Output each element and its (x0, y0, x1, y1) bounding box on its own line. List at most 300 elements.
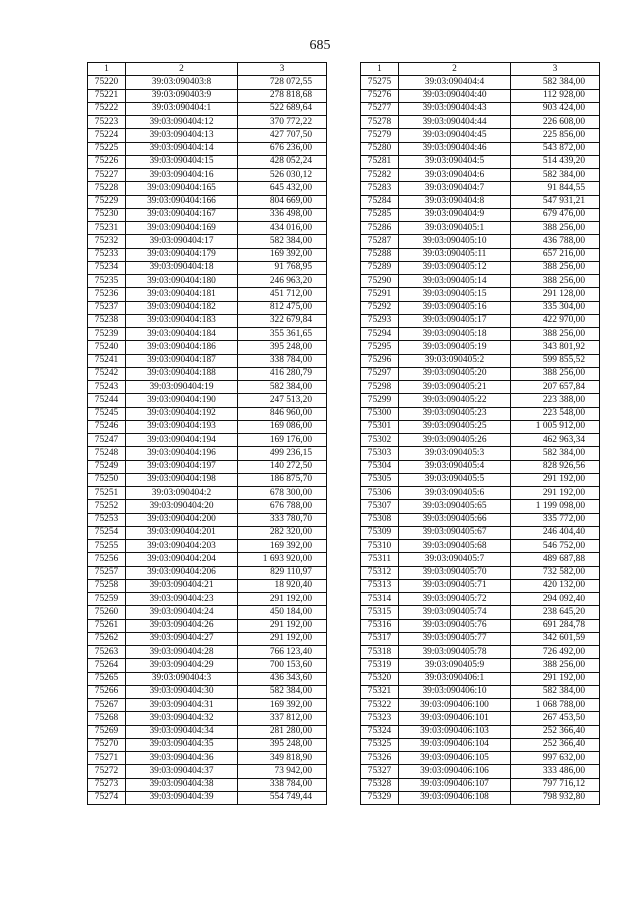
cell-row-number: 75305 (361, 473, 399, 486)
cell-value: 169 086,00 (238, 420, 327, 433)
cell-value: 812 475,00 (238, 301, 327, 314)
cell-cadastral-number: 39:03:090405:12 (399, 261, 511, 274)
cell-row-number: 75228 (88, 182, 126, 195)
cell-value: 282 320,00 (238, 526, 327, 539)
cell-cadastral-number: 39:03:090404:200 (126, 513, 238, 526)
cell-cadastral-number: 39:03:090405:15 (399, 288, 511, 301)
table-row (361, 102, 600, 115)
cell-cadastral-number: 39:03:090405:78 (399, 646, 511, 659)
table-row (88, 699, 327, 712)
cell-row-number: 75260 (88, 606, 126, 619)
cell-value: 489 687,88 (511, 553, 600, 566)
table-row (88, 659, 327, 672)
cell-row-number: 75312 (361, 566, 399, 579)
table-row (88, 646, 327, 659)
cell-cadastral-number: 39:03:090404:181 (126, 288, 238, 301)
cell-row-number: 75239 (88, 328, 126, 341)
cell-row-number: 75311 (361, 553, 399, 566)
cell-value: 291 192,00 (511, 487, 600, 500)
cell-row-number: 75306 (361, 487, 399, 500)
cell-row-number: 75303 (361, 447, 399, 460)
cell-row-number: 75266 (88, 685, 126, 698)
column-header-number: 1 (361, 63, 399, 76)
cell-row-number: 75291 (361, 288, 399, 301)
cell-row-number: 75272 (88, 765, 126, 778)
table-row (88, 102, 327, 115)
cell-value: 140 272,50 (238, 460, 327, 473)
table-row (88, 248, 327, 261)
cell-row-number: 75322 (361, 699, 399, 712)
cell-value: 278 818,68 (238, 89, 327, 102)
table-row (88, 500, 327, 513)
cell-cadastral-number: 39:03:090404:45 (399, 129, 511, 142)
cell-cadastral-number: 39:03:090404:182 (126, 301, 238, 314)
table-row (88, 195, 327, 208)
cell-value: 547 931,21 (511, 195, 600, 208)
table-row (88, 566, 327, 579)
table-row (88, 76, 327, 89)
table-row (361, 487, 600, 500)
cell-cadastral-number: 39:03:090404:40 (399, 89, 511, 102)
cell-row-number: 75313 (361, 579, 399, 592)
table-row (88, 394, 327, 407)
cell-row-number: 75241 (88, 354, 126, 367)
page-number: 685 (309, 38, 331, 53)
cell-row-number: 75259 (88, 593, 126, 606)
cell-value: 223 388,00 (511, 394, 600, 407)
cell-cadastral-number: 39:03:090404:24 (126, 606, 238, 619)
cell-row-number: 75244 (88, 394, 126, 407)
cell-value: 91 844,55 (511, 182, 600, 195)
cell-value: 582 384,00 (238, 685, 327, 698)
cell-value: 246 404,40 (511, 526, 600, 539)
cell-value: 436 343,60 (238, 672, 327, 685)
cell-value: 395 248,00 (238, 341, 327, 354)
cell-cadastral-number: 39:03:090404:203 (126, 540, 238, 553)
cell-value: 462 963,34 (511, 434, 600, 447)
table-row (361, 699, 600, 712)
cell-cadastral-number: 39:03:090405:67 (399, 526, 511, 539)
cell-value: 829 110,97 (238, 566, 327, 579)
cell-cadastral-number: 39:03:090405:26 (399, 434, 511, 447)
table-row (361, 394, 600, 407)
cell-cadastral-number: 39:03:090405:70 (399, 566, 511, 579)
cell-cadastral-number: 39:03:090405:5 (399, 473, 511, 486)
cell-value: 291 192,00 (511, 473, 600, 486)
cell-value: 451 712,00 (238, 288, 327, 301)
column-header-value: 3 (511, 63, 600, 76)
cell-value: 554 749,44 (238, 791, 327, 804)
cell-value: 726 492,00 (511, 646, 600, 659)
cell-cadastral-number: 39:03:090405:21 (399, 381, 511, 394)
cell-row-number: 75295 (361, 341, 399, 354)
cell-cadastral-number: 39:03:090406:10 (399, 685, 511, 698)
cell-cadastral-number: 39:03:090404:16 (126, 169, 238, 182)
cell-cadastral-number: 39:03:090405:22 (399, 394, 511, 407)
cell-value: 333 780,70 (238, 513, 327, 526)
table-row (88, 169, 327, 182)
cell-cadastral-number: 39:03:090404:201 (126, 526, 238, 539)
cell-cadastral-number: 39:03:090406:101 (399, 712, 511, 725)
cell-cadastral-number: 39:03:090405:17 (399, 314, 511, 327)
cell-cadastral-number: 39:03:090404:179 (126, 248, 238, 261)
cell-row-number: 75326 (361, 752, 399, 765)
cell-row-number: 75292 (361, 301, 399, 314)
cell-row-number: 75278 (361, 116, 399, 129)
table-row (361, 275, 600, 288)
column-header-value: 3 (238, 63, 327, 76)
cell-cadastral-number: 39:03:090404:1 (126, 102, 238, 115)
table-row (88, 341, 327, 354)
cell-row-number: 75231 (88, 222, 126, 235)
table-row (88, 619, 327, 632)
cell-value: 732 582,00 (511, 566, 600, 579)
cell-row-number: 75283 (361, 182, 399, 195)
cell-cadastral-number: 39:03:090405:6 (399, 487, 511, 500)
cell-cadastral-number: 39:03:090404:190 (126, 394, 238, 407)
cell-cadastral-number: 39:03:090405:9 (399, 659, 511, 672)
table-header-row (361, 63, 600, 76)
cell-cadastral-number: 39:03:090404:30 (126, 685, 238, 698)
cell-cadastral-number: 39:03:090405:65 (399, 500, 511, 513)
cell-value: 335 772,00 (511, 513, 600, 526)
table-row (88, 513, 327, 526)
table-row (361, 261, 600, 274)
cell-row-number: 75302 (361, 434, 399, 447)
cell-row-number: 75323 (361, 712, 399, 725)
cell-row-number: 75308 (361, 513, 399, 526)
cell-value: 804 669,00 (238, 195, 327, 208)
cell-cadastral-number: 39:03:090404:6 (399, 169, 511, 182)
cell-row-number: 75251 (88, 487, 126, 500)
cell-row-number: 75304 (361, 460, 399, 473)
table-row (361, 288, 600, 301)
table-row (361, 540, 600, 553)
cell-cadastral-number: 39:03:090404:166 (126, 195, 238, 208)
cell-value: 582 384,00 (238, 235, 327, 248)
table-row (361, 500, 600, 513)
cell-value: 91 768,95 (238, 261, 327, 274)
cell-cadastral-number: 39:03:090404:194 (126, 434, 238, 447)
table-row (361, 420, 600, 433)
cell-value: 294 092,40 (511, 593, 600, 606)
cell-cadastral-number: 39:03:090405:2 (399, 354, 511, 367)
cell-cadastral-number: 39:03:090405:18 (399, 328, 511, 341)
cell-cadastral-number: 39:03:090404:12 (126, 116, 238, 129)
table-row (361, 752, 600, 765)
table-header-row (88, 63, 327, 76)
table-row (361, 579, 600, 592)
cell-cadastral-number: 39:03:090405:20 (399, 367, 511, 380)
cell-row-number: 75327 (361, 765, 399, 778)
cell-row-number: 75310 (361, 540, 399, 553)
cell-row-number: 75255 (88, 540, 126, 553)
table-row (88, 420, 327, 433)
cell-cadastral-number: 39:03:090406:107 (399, 778, 511, 791)
cell-value: 1 199 098,00 (511, 500, 600, 513)
cell-cadastral-number: 39:03:090404:183 (126, 314, 238, 327)
cell-row-number: 75249 (88, 460, 126, 473)
cell-cadastral-number: 39:03:090404:9 (399, 208, 511, 221)
cell-cadastral-number: 39:03:090404:39 (126, 791, 238, 804)
table-row (88, 116, 327, 129)
cell-cadastral-number: 39:03:090404:21 (126, 579, 238, 592)
table-row (88, 235, 327, 248)
cell-row-number: 75320 (361, 672, 399, 685)
cell-row-number: 75268 (88, 712, 126, 725)
cell-cadastral-number: 39:03:090404:26 (126, 619, 238, 632)
table-row (361, 778, 600, 791)
table-row (361, 593, 600, 606)
cell-cadastral-number: 39:03:090405:14 (399, 275, 511, 288)
cell-value: 343 801,92 (511, 341, 600, 354)
cell-value: 645 432,00 (238, 182, 327, 195)
cell-value: 291 192,00 (238, 619, 327, 632)
cell-row-number: 75321 (361, 685, 399, 698)
table-row (361, 765, 600, 778)
cell-row-number: 75271 (88, 752, 126, 765)
table-row (88, 540, 327, 553)
cell-row-number: 75316 (361, 619, 399, 632)
cell-value: 797 716,12 (511, 778, 600, 791)
table-row (361, 632, 600, 645)
cell-value: 582 384,00 (511, 685, 600, 698)
cell-cadastral-number: 39:03:090404:18 (126, 261, 238, 274)
cell-cadastral-number: 39:03:090404:180 (126, 275, 238, 288)
cell-cadastral-number: 39:03:090404:169 (126, 222, 238, 235)
table-left-body (88, 63, 327, 805)
cell-value: 582 384,00 (511, 447, 600, 460)
column-header-number: 1 (88, 63, 126, 76)
cell-row-number: 75237 (88, 301, 126, 314)
table-row (88, 222, 327, 235)
cell-value: 543 872,00 (511, 142, 600, 155)
cell-cadastral-number: 39:03:090404:44 (399, 116, 511, 129)
cell-value: 903 424,00 (511, 102, 600, 115)
cell-cadastral-number: 39:03:090404:38 (126, 778, 238, 791)
cell-value: 450 184,00 (238, 606, 327, 619)
cell-row-number: 75254 (88, 526, 126, 539)
cell-row-number: 75263 (88, 646, 126, 659)
cell-cadastral-number: 39:03:090405:1 (399, 222, 511, 235)
cell-cadastral-number: 39:03:090405:10 (399, 235, 511, 248)
table-row (88, 381, 327, 394)
cell-value: 546 752,00 (511, 540, 600, 553)
table-row (361, 142, 600, 155)
cell-value: 225 856,00 (511, 129, 600, 142)
table-row (88, 261, 327, 274)
cell-cadastral-number: 39:03:090406:103 (399, 725, 511, 738)
cell-value: 428 052,24 (238, 155, 327, 168)
column-header-cadastral: 2 (399, 63, 511, 76)
table-row (88, 182, 327, 195)
cell-row-number: 75286 (361, 222, 399, 235)
cell-cadastral-number: 39:03:090404:5 (399, 155, 511, 168)
cell-row-number: 75246 (88, 420, 126, 433)
cell-value: 420 132,00 (511, 579, 600, 592)
cell-row-number: 75324 (361, 725, 399, 738)
cell-cadastral-number: 39:03:090405:68 (399, 540, 511, 553)
cell-row-number: 75297 (361, 367, 399, 380)
cell-value: 700 153,60 (238, 659, 327, 672)
cell-value: 169 392,00 (238, 699, 327, 712)
table-row (361, 129, 600, 142)
cell-value: 370 772,22 (238, 116, 327, 129)
cell-cadastral-number: 39:03:090406:106 (399, 765, 511, 778)
cell-row-number: 75285 (361, 208, 399, 221)
cell-value: 207 657,84 (511, 381, 600, 394)
table-right (360, 62, 600, 805)
cell-row-number: 75299 (361, 394, 399, 407)
cell-row-number: 75261 (88, 619, 126, 632)
cell-row-number: 75222 (88, 102, 126, 115)
table-row (361, 116, 600, 129)
cell-cadastral-number: 39:03:090404:2 (126, 487, 238, 500)
cell-row-number: 75294 (361, 328, 399, 341)
cell-cadastral-number: 39:03:090404:197 (126, 460, 238, 473)
table-row (361, 248, 600, 261)
table-row (88, 712, 327, 725)
cell-value: 322 679,84 (238, 314, 327, 327)
cell-value: 342 601,59 (511, 632, 600, 645)
cell-row-number: 75223 (88, 116, 126, 129)
table-row (361, 460, 600, 473)
table-row (88, 725, 327, 738)
table-row (88, 301, 327, 314)
cell-value: 599 855,52 (511, 354, 600, 367)
cell-row-number: 75230 (88, 208, 126, 221)
cell-cadastral-number: 39:03:090405:25 (399, 420, 511, 433)
table-row (361, 208, 600, 221)
cell-cadastral-number: 39:03:090405:76 (399, 619, 511, 632)
cell-value: 1 005 912,00 (511, 420, 600, 433)
table-row (361, 434, 600, 447)
table-right-body (361, 63, 600, 805)
cell-row-number: 75226 (88, 155, 126, 168)
cell-value: 582 384,00 (511, 169, 600, 182)
cell-value: 582 384,00 (511, 76, 600, 89)
cell-row-number: 75277 (361, 102, 399, 115)
cell-cadastral-number: 39:03:090404:184 (126, 328, 238, 341)
cell-value: 676 236,00 (238, 142, 327, 155)
cell-row-number: 75298 (361, 381, 399, 394)
cell-row-number: 75282 (361, 169, 399, 182)
cell-row-number: 75227 (88, 169, 126, 182)
cell-cadastral-number: 39:03:090406:108 (399, 791, 511, 804)
cell-cadastral-number: 39:03:090404:196 (126, 447, 238, 460)
cell-value: 226 608,00 (511, 116, 600, 129)
cell-value: 388 256,00 (511, 261, 600, 274)
table-row (361, 89, 600, 102)
table-row (361, 222, 600, 235)
cell-value: 333 486,00 (511, 765, 600, 778)
table-row (361, 195, 600, 208)
cell-value: 73 942,00 (238, 765, 327, 778)
cell-value: 338 784,00 (238, 354, 327, 367)
cell-cadastral-number: 39:03:090406:1 (399, 672, 511, 685)
cell-cadastral-number: 39:03:090404:186 (126, 341, 238, 354)
cell-value: 388 256,00 (511, 367, 600, 380)
cell-value: 169 392,00 (238, 540, 327, 553)
cell-row-number: 75269 (88, 725, 126, 738)
cell-row-number: 75318 (361, 646, 399, 659)
cell-value: 246 963,20 (238, 275, 327, 288)
table-row (361, 301, 600, 314)
cell-value: 766 123,40 (238, 646, 327, 659)
table-row (88, 778, 327, 791)
cell-value: 169 176,00 (238, 434, 327, 447)
table-row (361, 328, 600, 341)
table-row (88, 367, 327, 380)
cell-cadastral-number: 39:03:090406:104 (399, 738, 511, 751)
cell-cadastral-number: 39:03:090404:20 (126, 500, 238, 513)
cell-row-number: 75279 (361, 129, 399, 142)
cell-row-number: 75273 (88, 778, 126, 791)
table-row (88, 328, 327, 341)
cell-row-number: 75225 (88, 142, 126, 155)
table-row (88, 142, 327, 155)
cell-row-number: 75229 (88, 195, 126, 208)
cell-row-number: 75265 (88, 672, 126, 685)
table-row (361, 155, 600, 168)
cell-value: 728 072,55 (238, 76, 327, 89)
cell-row-number: 75287 (361, 235, 399, 248)
cell-row-number: 75300 (361, 407, 399, 420)
cell-row-number: 75252 (88, 500, 126, 513)
table-row (361, 447, 600, 460)
cell-value: 223 548,00 (511, 407, 600, 420)
cell-cadastral-number: 39:03:090405:4 (399, 460, 511, 473)
table-row (88, 672, 327, 685)
cell-row-number: 75281 (361, 155, 399, 168)
cell-value: 676 788,00 (238, 500, 327, 513)
cell-cadastral-number: 39:03:090404:192 (126, 407, 238, 420)
cell-cadastral-number: 39:03:090404:31 (126, 699, 238, 712)
table-row (88, 155, 327, 168)
table-row (361, 685, 600, 698)
cell-value: 291 192,00 (511, 672, 600, 685)
table-row (88, 447, 327, 460)
cell-cadastral-number: 39:03:090404:23 (126, 593, 238, 606)
table-row (361, 182, 600, 195)
cell-row-number: 75257 (88, 566, 126, 579)
cell-value: 336 498,00 (238, 208, 327, 221)
table-row (88, 89, 327, 102)
cell-cadastral-number: 39:03:090404:188 (126, 367, 238, 380)
cell-cadastral-number: 39:03:090404:35 (126, 738, 238, 751)
cell-cadastral-number: 39:03:090404:19 (126, 381, 238, 394)
cell-row-number: 75289 (361, 261, 399, 274)
cell-cadastral-number: 39:03:090405:3 (399, 447, 511, 460)
table-row (88, 632, 327, 645)
cell-row-number: 75329 (361, 791, 399, 804)
cell-cadastral-number: 39:03:090405:66 (399, 513, 511, 526)
cell-row-number: 75248 (88, 447, 126, 460)
cell-value: 291 192,00 (238, 593, 327, 606)
cell-row-number: 75319 (361, 659, 399, 672)
table-row (361, 791, 600, 804)
cell-cadastral-number: 39:03:090404:32 (126, 712, 238, 725)
table-row (88, 752, 327, 765)
cell-row-number: 75245 (88, 407, 126, 420)
cell-cadastral-number: 39:03:090405:11 (399, 248, 511, 261)
cell-row-number: 75328 (361, 778, 399, 791)
cell-row-number: 75233 (88, 248, 126, 261)
cell-value: 679 476,00 (511, 208, 600, 221)
table-row (361, 553, 600, 566)
table-row (361, 381, 600, 394)
cell-row-number: 75236 (88, 288, 126, 301)
